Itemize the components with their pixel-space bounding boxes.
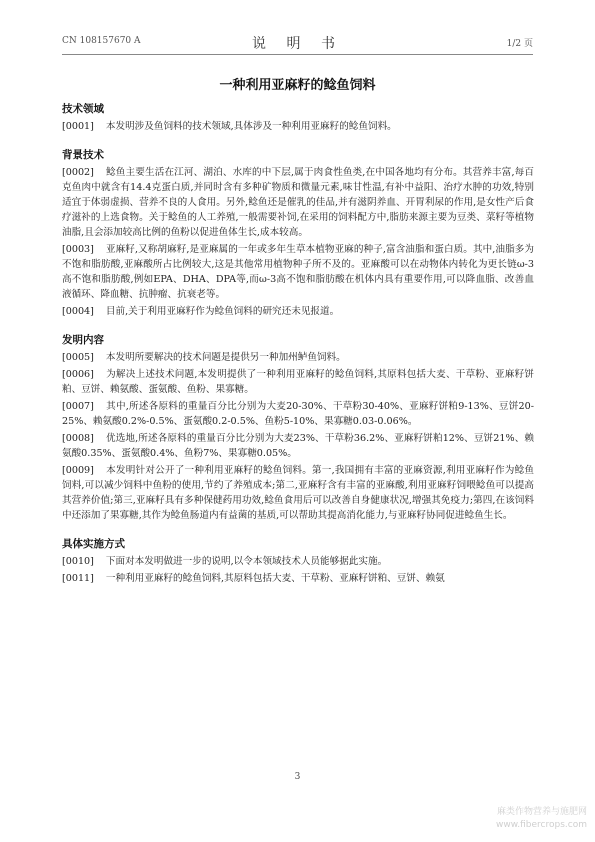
- section-heading: 具体实施方式: [62, 538, 125, 550]
- paragraph-text: 为解决上述技术问题,本发明提供了一种利用亚麻籽的鲶鱼饲料,其原料包括大麦、干草粉、亚麻籽饼粕、豆饼、赖氨酸、蛋氨酸、鱼粉、果寡糖。: [62, 369, 534, 395]
- section-heading: 背景技术: [62, 149, 104, 161]
- paragraph-number: [0001]: [62, 121, 94, 132]
- header-rule: [62, 54, 533, 55]
- paragraph-text: 优选地,所述各原料的重量百分比分别为大麦23%、干草粉36.2%、亚麻籽饼粕12%、豆饼21%、赖氨酸0.35%、蛋氨酸0.4%、鱼粉7%、果寡糖0.05%。: [62, 433, 534, 459]
- paragraph: [62, 463, 534, 523]
- paragraph-text: 亚麻籽,又称胡麻籽,是亚麻属的一年或多年生草本植物亚麻的种子,富含油脂和蛋白质。其中,油脂多为不饱和脂肪酸,亚麻酸所占比例较大,这是其他常用植物种子所不及的。亚麻酸可以在动物体内转化为更长链ω-3高不饱和脂肪酸,例如EPA、DHA、DPA等,而ω-3高不饱和脂肪酸在机体内具有重要作用,可以降血脂、改善血液循环、降血糖、抗肿瘤、抗衰老等。: [62, 244, 534, 300]
- watermark-site-name: 麻类作物营养与施肥网: [496, 807, 587, 817]
- paragraph-number: [0006]: [62, 369, 94, 380]
- paragraph-text: 本发明所要解决的技术问题是提供另一种加州鲈鱼饲料。: [105, 352, 346, 363]
- paragraph: [62, 367, 534, 397]
- paragraph-number: [0009]: [62, 465, 94, 476]
- paragraph-number: [0010]: [62, 556, 94, 567]
- paragraph-text: 下面对本发明做进一步的说明,以令本领域技术人员能够据此实施。: [105, 556, 388, 567]
- paragraph: [62, 399, 534, 429]
- page-header: [62, 36, 533, 52]
- paragraph-text: 本发明涉及鱼饲料的技术领域,具体涉及一种利用亚麻籽的鲶鱼饲料。: [105, 121, 397, 132]
- paragraph-text: 其中,所述各原料的重量百分比分别为大麦20-30%、干草粉30-40%、亚麻籽饼粕9-13%、豆饼20-25%、赖氨酸0.2%-0.5%、蛋氨酸0.2-0.5%、鱼粉5-10%、果寡糖0.03-0.06%。: [62, 401, 534, 427]
- paragraph-number: [0007]: [62, 401, 94, 412]
- page-info: 1/2 页: [506, 39, 533, 49]
- doc-number: CN 108157670 A: [62, 36, 141, 46]
- paragraph: [62, 242, 534, 302]
- paragraph: [62, 119, 534, 134]
- paragraph-text: 鲶鱼主要生活在江河、湖泊、水库的中下层,属于肉食性鱼类,在中国各地均有分布。其营养丰富,每百克鱼肉中就含有14.4克蛋白质,并同时含有多种矿物质和微量元素,味甘性温,有补中益阳、治疗水肿的功效,特别适宜于体弱虚损、营养不良的人食用。另外,鲶鱼还是催乳的佳品,并有滋阴养血、开胃利尿的作用,是女性产后食疗滋补的上选食物。关于鲶鱼的人工养殖,一般需要补饲,在采用的饲料配方中,脂肪来源主要为豆类、菜籽等植物油脂,且会添加较高比例的鱼粉以促进鱼体生长,成本较高。: [62, 167, 534, 238]
- document-title: 一种利用亚麻籽的鲶鱼饲料: [219, 78, 376, 93]
- paragraph-number: [0008]: [62, 433, 94, 444]
- paragraph-text: 一种利用亚麻籽的鲶鱼饲料,其原料包括大麦、干草粉、亚麻籽饼粕、豆饼、赖氨: [105, 573, 445, 584]
- section-heading: 发明内容: [62, 334, 104, 346]
- paragraph: [62, 350, 534, 365]
- paragraph: [62, 554, 534, 569]
- document-body: [62, 102, 534, 588]
- paragraph-number: [0002]: [62, 167, 94, 178]
- section-heading: 技术领域: [62, 103, 104, 115]
- paragraph-number: [0003]: [62, 244, 94, 255]
- paragraph-text: 本发明针对公开了一种利用亚麻籽的鲶鱼饲料。第一,我国拥有丰富的亚麻资源,利用亚麻籽作为鲶鱼饲料,可以减少饲料中鱼粉的使用,节约了养殖成本;第二,亚麻籽含有丰富的亚麻酸,利用亚麻籽饲喂鲶鱼可以提高其营养价值;第三,亚麻籽具有多种保健药用功效,鲶鱼食用后可以改善自身健康状况,增强其免疫力;第四,在该饲料中还添加了果寡糖,其作为鲶鱼肠道内有益菌的基质,可以帮助其提高消化能力,与亚麻籽协同促进鲶鱼生长。: [62, 465, 534, 521]
- doc-type: 说 明 书: [252, 36, 343, 52]
- paragraph: [62, 304, 534, 319]
- site-watermark: [457, 806, 587, 832]
- page-number: 3: [294, 772, 301, 782]
- paragraph-text: 目前,关于利用亚麻籽作为鲶鱼饲料的研究还未见报道。: [105, 306, 340, 317]
- paragraph-number: [0004]: [62, 306, 94, 317]
- paragraph-number: [0011]: [62, 573, 94, 584]
- paragraph: [62, 165, 534, 240]
- paragraph: [62, 571, 534, 586]
- watermark-url: www.fibercrops.com: [496, 820, 587, 830]
- paragraph-number: [0005]: [62, 352, 94, 363]
- paragraph: [62, 431, 534, 461]
